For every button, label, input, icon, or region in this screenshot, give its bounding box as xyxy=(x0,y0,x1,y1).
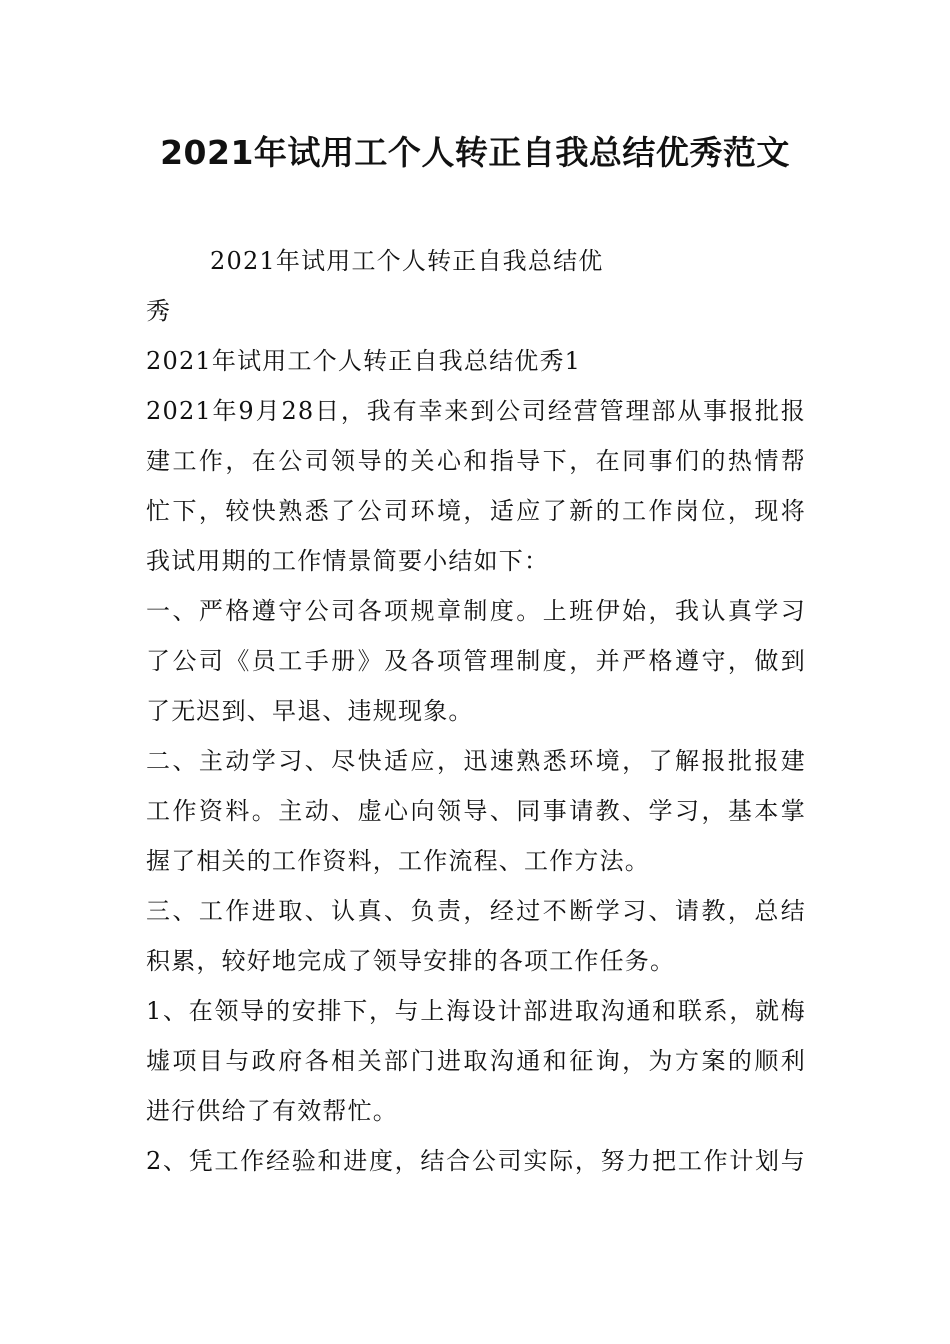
document-body xyxy=(146,236,806,1186)
paragraph-line: 握了相关的工作资料，工作流程、工作方法。 xyxy=(146,847,650,875)
paragraph-line: 三、工作进取、认真、负责，经过不断学习、请教，总结 xyxy=(146,897,806,925)
paragraph-line: 2021年9月28日，我有幸来到公司经营管理部从事报批报 xyxy=(146,397,806,425)
section-heading: 2021年试用工个人转正自我总结优秀1 xyxy=(146,347,582,375)
paragraph-line: 积累，较好地完成了领导安排的各项工作任务。 xyxy=(146,947,676,975)
paragraph-line: 墟项目与政府各相关部门进取沟通和征询，为方案的顺利 xyxy=(146,1047,806,1075)
paragraph-line: 了公司《员工手册》及各项管理制度，并严格遵守，做到 xyxy=(146,647,806,675)
subtitle-line-2: 秀 xyxy=(146,297,172,325)
paragraph-line: 了无迟到、早退、违规现象。 xyxy=(146,697,474,725)
paragraph-line: 我试用期的工作情景简要小结如下： xyxy=(146,547,550,575)
document-title: 2021年试用工个人转正自我总结优秀范文 xyxy=(160,133,790,172)
paragraph-line: 二、主动学习、尽快适应，迅速熟悉环境，了解报批报建 xyxy=(146,747,806,775)
paragraph-line: 1、在领导的安排下，与上海设计部进取沟通和联系，就梅 xyxy=(146,997,806,1025)
paragraph-line: 进行供给了有效帮忙。 xyxy=(146,1097,398,1125)
paragraph-line: 建工作，在公司领导的关心和指导下，在同事们的热情帮 xyxy=(146,447,806,475)
paragraph-line: 工作资料。主动、虚心向领导、同事请教、学习，基本掌 xyxy=(146,797,806,825)
paragraph-line: 一、严格遵守公司各项规章制度。上班伊始，我认真学习 xyxy=(146,597,806,625)
paragraph-line: 忙下，较快熟悉了公司环境，适应了新的工作岗位，现将 xyxy=(146,497,806,525)
paragraph-line: 2、凭工作经验和进度，结合公司实际，努力把工作计划与 xyxy=(146,1147,806,1175)
subtitle-line-1: 2021年试用工个人转正自我总结优 xyxy=(210,247,604,275)
